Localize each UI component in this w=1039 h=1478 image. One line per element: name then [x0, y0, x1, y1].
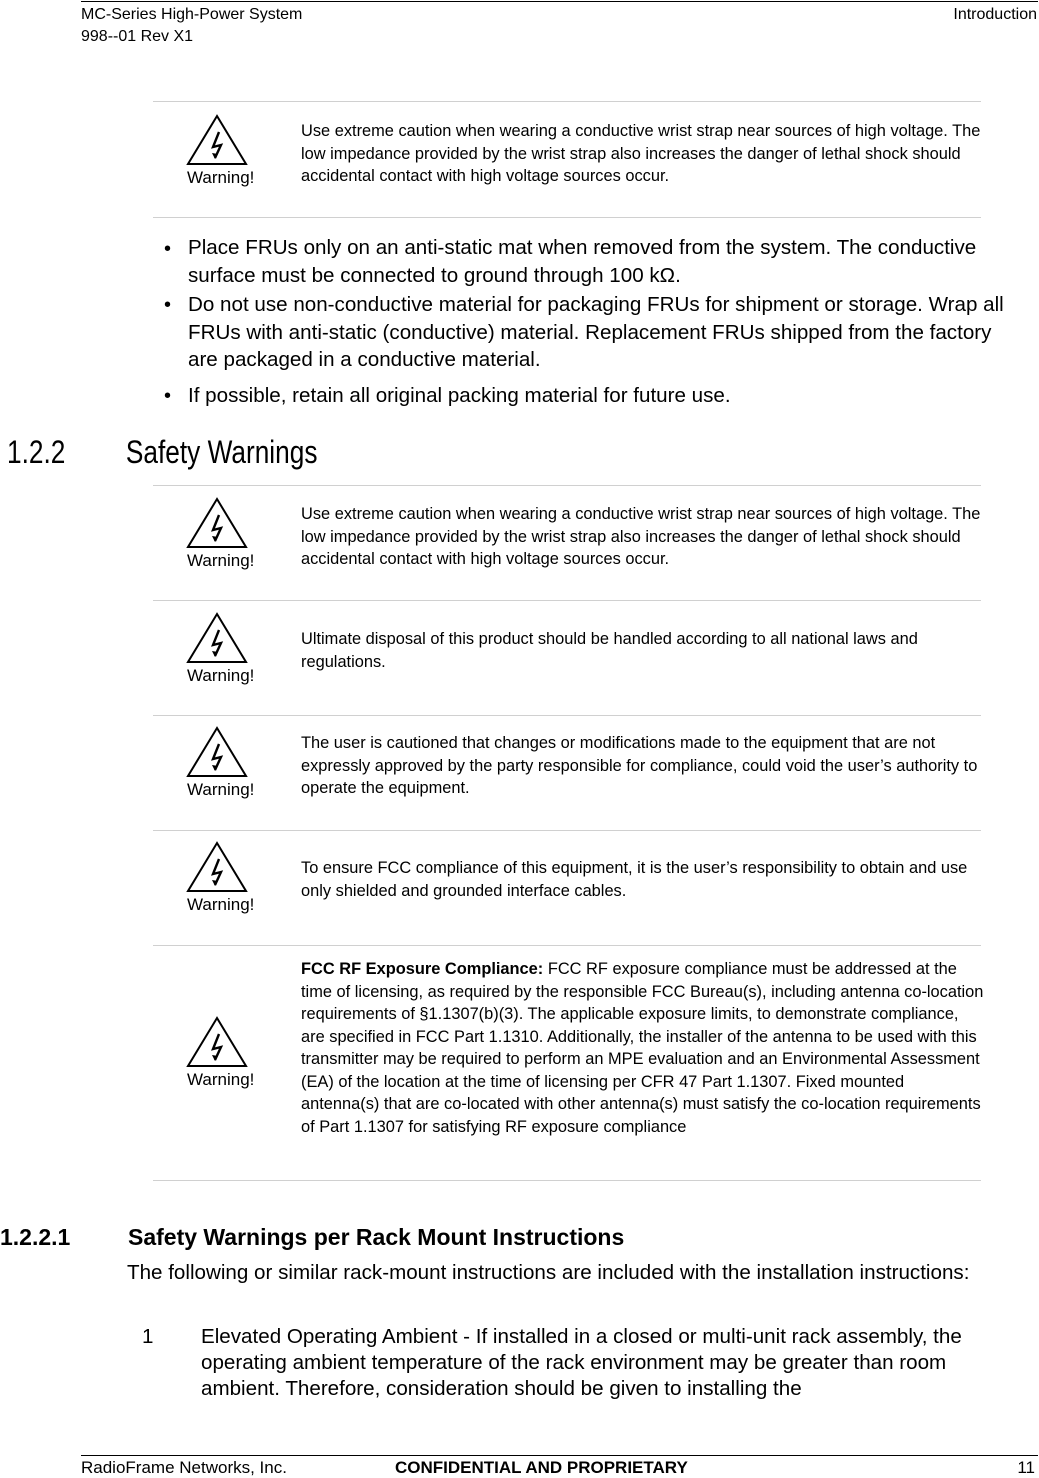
warning-label: Warning! — [187, 1070, 255, 1089]
fcc-warning-text — [301, 958, 985, 1138]
subsection-number: 1.2.2.1 — [0, 1224, 71, 1250]
warning-rule — [153, 715, 981, 716]
warning-label: Warning! — [187, 551, 255, 570]
doc-revision: 998--01 Rev X1 — [81, 28, 194, 45]
warning-label: Warning! — [187, 168, 255, 187]
high-voltage-warning-icon — [186, 497, 248, 549]
bullet-dot: • — [164, 238, 172, 260]
bullet-item: If possible, retain all original packing material for future use. — [188, 384, 731, 407]
high-voltage-warning-icon — [186, 726, 248, 778]
high-voltage-warning-icon — [186, 114, 248, 166]
footer-confidential: CONFIDENTIAL AND PROPRIETARY — [395, 1458, 688, 1477]
warning-rule — [153, 600, 981, 601]
section-number: 1.2.2 — [7, 434, 66, 470]
high-voltage-warning-icon — [186, 1016, 248, 1068]
high-voltage-warning-icon — [186, 841, 248, 893]
list-item: Elevated Operating Ambient - If installed in a closed or multi-unit rack assembly, the operating ambient temperature of the rack environment may be greater than room ambient. Therefore, consideration should be given to installing the — [201, 1325, 962, 1400]
subsection-heading — [0, 1222, 624, 1252]
bullet-dot: • — [164, 385, 172, 407]
list-number: 1 — [142, 1325, 154, 1348]
warning-text: The user is cautioned that changes or modifications made to the equipment that are not expressly approved by the party responsible for compliance, could void the user’s authority to operate the equipment. — [301, 734, 978, 797]
warning-text: To ensure FCC compliance of this equipment, it is the user’s responsibility to obtain and use only shielded and grounded interface cables. — [301, 859, 968, 900]
warning-rule — [153, 945, 981, 946]
bullet-item: Do not use non-conductive material for packaging FRUs for shipment or storage. Wrap all FRUs with anti-static (conductive) material. Replacement FRUs shipped from the factory are packaged in a conductive material. — [188, 293, 1004, 371]
warning-label: Warning! — [187, 780, 255, 799]
warning-text: Use extreme caution when wearing a conductive wrist strap near sources of high voltage. The low impedance provided by the wrist strap also increases the danger of lethal shock should accidental contact with high voltage sources occur. — [301, 122, 981, 185]
footer-company: RadioFrame Networks, Inc. — [81, 1458, 287, 1477]
bullet-item: Place FRUs only on an anti-static mat when removed from the system. The conductive surface must be connected to ground through 100 kΩ. — [188, 236, 977, 287]
warning-rule — [153, 830, 981, 831]
warning-rule — [153, 485, 981, 486]
warning-rule — [153, 101, 981, 102]
fcc-warning-body: FCC RF exposure compliance must be addressed at the time of licensing, as required by the responsible FCC Bureau(s), including antenna co-location requirements of §1.1307(b)(3). The applicable exposure limits, to demonstrate compliance, are specified in FCC Part 1.1310. Additionally, the installer of the antenna to be used with this transmitter may be required to perform an MPE evaluation and an Environmental Assessment (EA) of the location at the time of licensing per CFR 47 Part 1.1307. Fixed mounted antenna(s) that are co-located with other antenna(s) must satisfy the co-location requirements of Part 1.1307 for satisfying RF exposure compliance — [301, 960, 984, 1136]
warning-rule — [153, 217, 981, 218]
fcc-warning-lead: FCC RF Exposure Compliance: — [301, 960, 544, 978]
page-number: 11 — [1017, 1458, 1035, 1477]
bullet-dot: • — [164, 294, 172, 316]
warning-text: Ultimate disposal of this product should be handled according to all national laws and regulations. — [301, 630, 918, 671]
header-top-rule — [81, 1, 1038, 2]
subsection-intro: The following or similar rack-mount instructions are included with the installation instructions: — [127, 1261, 970, 1284]
footer-rule — [81, 1455, 1038, 1456]
section-title: Safety Warnings — [125, 434, 318, 470]
section-heading — [7, 432, 317, 472]
warning-text: Use extreme caution when wearing a conductive wrist strap near sources of high voltage. The low impedance provided by the wrist strap also increases the danger of lethal shock should accidental contact with high voltage sources occur. — [301, 505, 981, 568]
chapter-name: Introduction — [953, 6, 1037, 23]
warning-label: Warning! — [187, 666, 255, 685]
subsection-title: Safety Warnings per Rack Mount Instructions — [128, 1224, 625, 1250]
high-voltage-warning-icon — [186, 612, 248, 664]
warning-rule — [153, 1180, 981, 1181]
doc-title: MC-Series High-Power System — [81, 6, 303, 23]
warning-label: Warning! — [187, 895, 255, 914]
